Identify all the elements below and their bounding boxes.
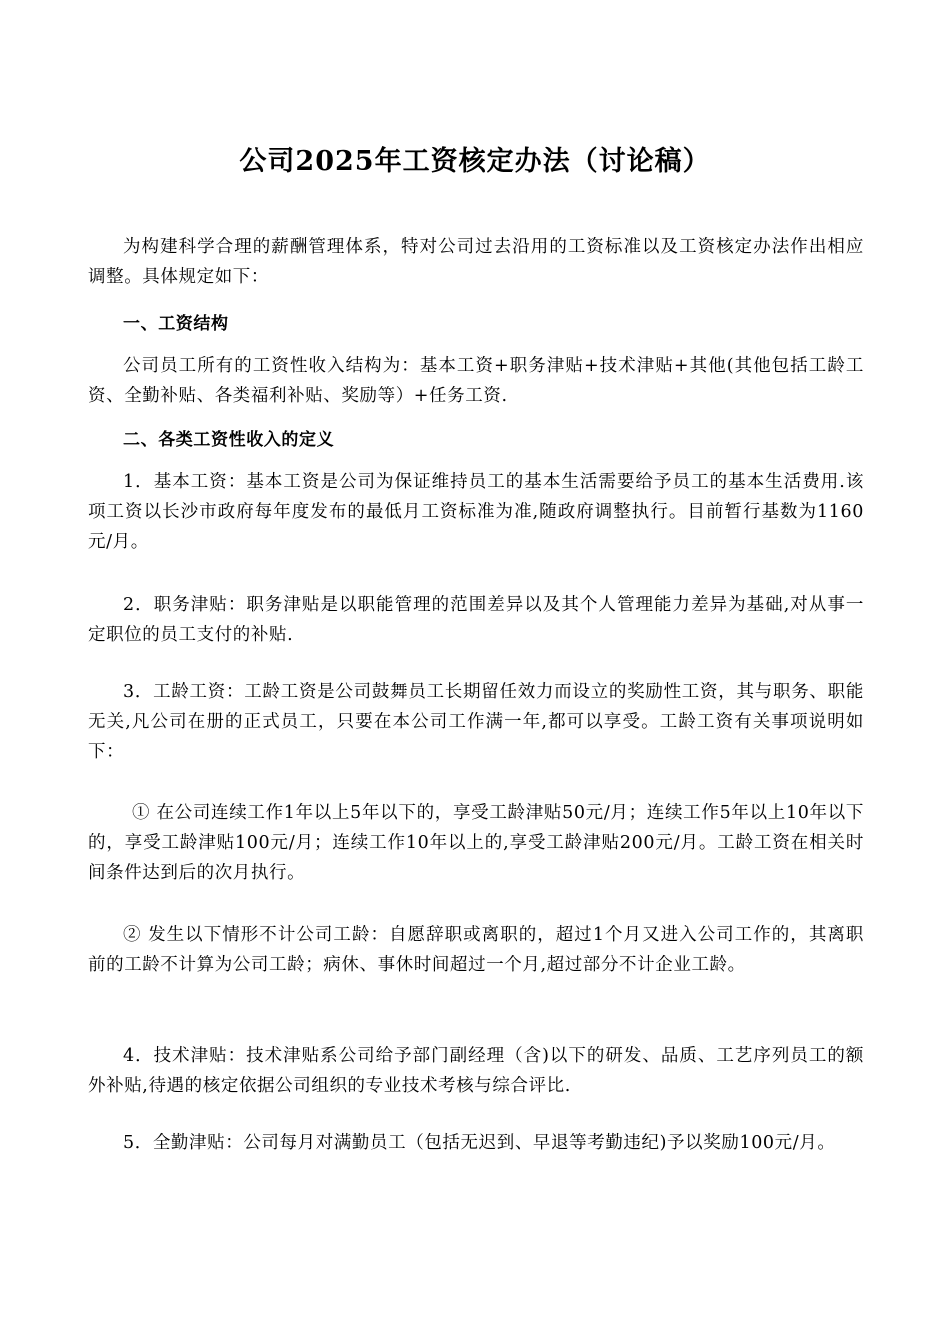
item-attendance-allowance: 5．全勤津贴：公司每月对满勤员工（包括无迟到、早退等考勤违纪)予以奖励100元/月。 bbox=[123, 1133, 836, 1153]
section1-heading: 一、工资结构 bbox=[123, 314, 229, 334]
section1-body: 公司员工所有的工资性收入结构为：基本工资+职务津贴+技术津贴+其他(其他包括工龄工资、全勤补贴、各类福利补贴、奖励等）+任务工资. bbox=[88, 356, 864, 406]
document-title: 公司2025年工资核定办法（讨论稿） bbox=[239, 146, 711, 177]
item-position-allowance: 2．职务津贴：职务津贴是以职能管理的范围差异以及其个人管理能力差异为基础,对从事一定职位的员工支付的补贴. bbox=[88, 595, 864, 645]
item-basic-salary: 1．基本工资：基本工资是公司为保证维持员工的基本生活需要给予员工的基本生活费用.该项工资以长沙市政府每年度发布的最低月工资标准为准,随政府调整执行。目前暂行基数为1160元/月。 bbox=[88, 472, 864, 552]
item-seniority-sub1: ① 在公司连续工作1年以上5年以下的，享受工龄津贴50元/月；连续工作5年以上10年以下的，享受工龄津贴100元/月；连续工作10年以上的,享受工龄津贴200元/月。工龄工资在相关时间条件达到后的次月执行。 bbox=[88, 803, 864, 883]
item-technical-allowance: 4．技术津贴：技术津贴系公司给予部门副经理（含)以下的研发、品质、工艺序列员工的额外补贴,待遇的核定依据公司组织的专业技术考核与综合评比. bbox=[88, 1046, 864, 1096]
item-seniority-sub2: ② 发生以下情形不计公司工龄：自愿辞职或离职的，超过1个月又进入公司工作的，其离职前的工龄不计算为公司工龄；病休、事休时间超过一个月,超过部分不计企业工龄。 bbox=[88, 925, 864, 975]
intro-paragraph: 为构建科学合理的薪酬管理体系，特对公司过去沿用的工资标准以及工资核定办法作出相应调整。具体规定如下： bbox=[88, 237, 864, 287]
section2-heading: 二、各类工资性收入的定义 bbox=[123, 430, 335, 450]
item-seniority-pay: 3．工龄工资：工龄工资是公司鼓舞员工长期留任效力而设立的奖励性工资，其与职务、职能无关,凡公司在册的正式员工，只要在本公司工作满一年,都可以享受。工龄工资有关事项说明如下： bbox=[88, 682, 864, 762]
